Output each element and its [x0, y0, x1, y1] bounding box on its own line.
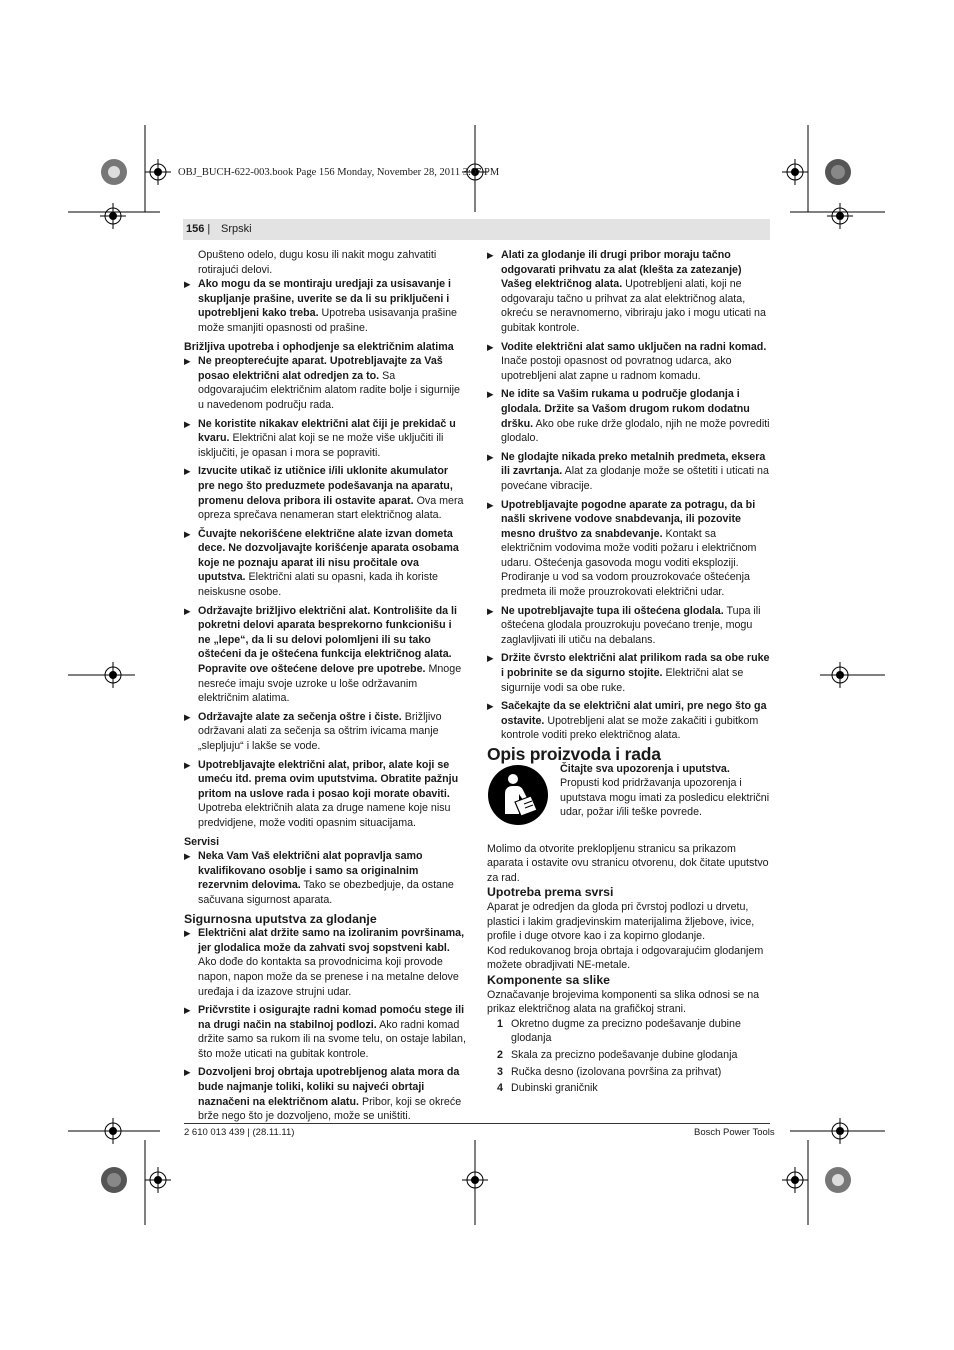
section-title: Opis proizvoda i rada	[487, 744, 661, 764]
component-item: 1 Okretno dugme za precizno podešavanje dubine glodanja	[497, 1017, 741, 1045]
bullet-triangle-icon: ▶	[487, 701, 494, 712]
page-header-bar	[183, 219, 770, 240]
print-info-line: OBJ_BUCH-622-003.book Page 156 Monday, November 28, 2011 3:07 PM	[178, 167, 500, 178]
router-bullet: ▶ Pričvrstite i osigurajte radni komad pomoću stege ili na drugi način na stabilnoj podlozi. Ako radni komad držite samo sa rukom ili na svome telu, on ostaje labilan, što može uticati na gubitak kontrole.	[184, 1004, 466, 1060]
router-bullet: ▶ Električni alat držite samo na izoliranim površinama, jer glodalica može da zahvati svoj sopstveni kabl. Ako dođe do kontakta sa provodnicima koji provode napon, napon može da se prenese i na metalne delove uređaja i da izazove strujni udar.	[184, 927, 465, 998]
router-bullet: ▶ Ne upotrebljavajte tupa ili oštećena glodala. Tupa ili oštećena glodala prouzrokuju povećano trenje, mogu zaglavljivati ili utiču na debalans.	[487, 604, 761, 646]
footer-rule	[184, 1123, 770, 1124]
service-bullet: ▶ Neka Vam Vaš električni alat popravlja samo kvalifikovano osoblje i samo sa originalnim rezervnim delovima. Tako se obezbedjuje, da ostane sačuvana sigurnost aparata.	[184, 850, 454, 906]
warning-block	[487, 762, 770, 832]
bullet-triangle-icon: ▶	[184, 759, 191, 770]
read-manual-icon	[487, 764, 549, 826]
intended-use-text: Kod redukovanog broja obrtaja i odgovarajućim glodanjem možete obradjivati NE-metale.	[487, 944, 764, 972]
dust-bullet: ▶ Ako mogu da se montiraju uredjaji za usisavanje i skupljanje prašine, uverite se da li su priključeni i upotrebljeni kako treba. Upotreba usisavanja prašine može smanjiti opasnosti od prašine.	[184, 278, 457, 334]
bullet-triangle-icon: ▶	[184, 851, 191, 862]
page-number: 156 |	[186, 223, 211, 235]
router-bullet: ▶ Držite čvrsto električni alat prilikom rada sa obe ruke i pobrinite se da sigurno stojite. Električni alat se sigurnije vodi sa obe ruke.	[487, 652, 770, 694]
intended-use-text: Aparat je odredjen da gloda pri čvrstoj podlozi u drvetu, plastici i lakim gradjevinskim materijalima žljebove, ivice, profile i duge otvore kao i za kopirno glodanje.	[487, 900, 755, 943]
footer-doc-number: 2 610 013 439 | (28.11.11)	[184, 1127, 295, 1138]
intro-text: Opušteno odelo, dugu kosu ili nakit mogu zahvatiti rotirajući delovi.	[198, 249, 437, 276]
bullet-triangle-icon: ▶	[184, 605, 191, 616]
bullet-triangle-icon: ▶	[184, 711, 191, 722]
bullet-triangle-icon: ▶	[487, 389, 494, 400]
bullet-triangle-icon: ▶	[184, 418, 191, 429]
footer-brand: Bosch Power Tools	[694, 1127, 775, 1138]
bullet-triangle-icon: ▶	[487, 499, 494, 510]
component-item: 4 Dubinski graničnik	[497, 1082, 598, 1095]
fold-note: Molimo da otvorite preklopljenu stranicu sa prikazom aparata i ostavite ovu stranicu otvorenu, dok čitate uputstvo za rad.	[487, 842, 769, 884]
component-item: 2 Skala za precizno podešavanje dubine glodanja	[497, 1048, 738, 1061]
left-column	[184, 248, 467, 1128]
header-language: Srpski	[221, 223, 252, 235]
bullet-triangle-icon: ▶	[184, 928, 191, 939]
router-bullet: ▶ Alati za glodanje ili drugi pribor moraju tačno odgovarati prihvatu za alat (klešta za zatezanje) Vašeg električnog alata. Upotrebljeni alati, koji ne odgovaraju tačno u prihvat za alat električnog alata, okreću se neravnomerno, vibriraju jako i mogu uticati na gubitak kontrole.	[487, 249, 766, 334]
service-heading: Servisi	[184, 835, 220, 848]
router-bullet: ▶ Vodite električni alat samo uključen na radni komad. Inače postoji opasnost od povratnog udarca, ako upotrebljeni alat zapne u radnom komadu.	[487, 340, 767, 382]
careful-bullet: ▶ Upotrebljavajte električni alat, pribor, alate koji se umeću itd. prema ovim uputstvima. Obratite pažnju pritom na uslove rada i posao koji morate obaviti. Upotreba električnih alata za druge namene koje nisu predvidjene, može voditi opasnim situacijama.	[184, 758, 459, 829]
careful-use-heading: Brižljiva upotreba i ophodjenje sa električnim alatima	[184, 340, 454, 353]
intended-use-heading: Upotreba prema svrsi	[487, 885, 614, 900]
bullet-triangle-icon: ▶	[487, 605, 494, 616]
careful-bullet: ▶ Izvucite utikač iz utičnice i/ili uklonite akumulator pre nego što preduzmete podešavanja na aparatu, promenu delova pribora ili ostavite aparat. Ova mera opreza sprečava nenameran start električnog alata.	[184, 465, 464, 522]
bullet-triangle-icon: ▶	[184, 1067, 191, 1078]
router-bullet: ▶ Ne idite sa Vašim rukama u područje glodanja i glodala. Držite sa Vašom drugom rukom dodatnu dršku. Ako obe ruke drže glodalo, njih ne može povrediti glodalo.	[487, 388, 770, 445]
bullet-triangle-icon: ▶	[184, 279, 191, 290]
bullet-triangle-icon: ▶	[184, 466, 191, 477]
bullet-triangle-icon: ▶	[487, 341, 494, 352]
components-heading: Komponente sa slike	[487, 972, 611, 987]
router-safety-heading: Sigurnosna uputstva za glodanje	[184, 911, 377, 926]
careful-bullet: ▶ Održavajte alate za sečenja oštre i čiste. Brižljivo održavani alati za sečenja sa oštrim ivicama manje „slepljuju“ i lakše se vode.	[184, 710, 442, 752]
warning-text: Čitajte sva upozorenja i uputstva. Propusti kod pridržavanja upozorenja i uputstava mogu imati za posledicu električni udar, požar i/ili teške povrede.	[560, 762, 770, 819]
bullet-triangle-icon: ▶	[184, 356, 191, 367]
careful-bullet: ▶ Čuvajte nekorišćene električne alate izvan dometa dece. Ne dozvoljavajte korišćenje aparata osobama koje ne poznaju aparat ili nisu pročitale ova uputstva. Električni alati su opasni, kada ih koriste neiskusne osobe.	[184, 527, 459, 599]
right-column	[487, 248, 770, 1098]
bullet-triangle-icon: ▶	[487, 250, 494, 260]
router-bullet: ▶ Ne glodajte nikada preko metalnih predmeta, eksera ili zavrtanja. Alat za glodanje može se oštetiti i uticati na povećane vibracije.	[487, 450, 769, 492]
components-intro: Označavanje brojevima komponenti sa slika odnosi se na prikaz električnog alata na grafičkoj strani.	[487, 988, 760, 1016]
bullet-triangle-icon: ▶	[487, 653, 494, 664]
router-bullet: ▶ Dozvoljeni broj obrtaja upotrebljenog alata mora da bude najmanje toliki, koliki su najveći obrtaji naznačeni na električnom alatu. Pribor, koji se okreće brže nego što je dozvoljeno, može se uništiti.	[184, 1066, 462, 1123]
bullet-triangle-icon: ▶	[184, 528, 191, 539]
router-bullet: ▶ Upotrebljavajte pogodne aparate za potragu, da bi našli skrivene vodove snabdevanja, ili pozovite mesno društvo za snabdevanje. Kontakt sa električnim vodovima može voditi požaru i električnom udaru. Oštećenja gasovoda mogu voditi eksploziji. Prodiranje u vod sa vodom prouzrokovaće oštećenja predmeta ili može prouzrokovati električni udar.	[487, 498, 757, 599]
careful-bullet: ▶ Održavajte brižljivo električni alat. Kontrolišite da li pokretni delovi aparata besprekorno funkcionišu i ne „lepe“, da li su delovi polomljeni ili su tako oštećeni da je oštećena funkcija električnog alata. Popravite ove oštećene delove pre upotrebe. Mnoge nesreće imaju svoje uzroke u loše održavanim električnim alatima.	[184, 604, 462, 705]
bullet-triangle-icon: ▶	[184, 1005, 191, 1016]
router-bullet: ▶ Sačekajte da se električni alat umiri, pre nego što ga ostavite. Upotrebljeni alat se može zakačiti i gubitkom kontrole voditi preko električnog alata.	[487, 700, 767, 742]
careful-bullet: ▶ Ne koristite nikakav električni alat čiji je prekidač u kvaru. Električni alat koji se ne može više uključiti ili isključiti, je opasan i mora se popraviti.	[184, 417, 456, 459]
bullet-triangle-icon: ▶	[487, 451, 494, 462]
careful-bullet: ▶ Ne preopterećujte aparat. Upotrebljavajte za Vaš posao električni alat odredjen za to. Sa odgovarajućim električnim alatom radite bolje i sigurnije u navedenom području rada.	[184, 355, 460, 411]
component-item: 3 Ručka desno (izolovana površina za prihvat)	[497, 1065, 722, 1078]
